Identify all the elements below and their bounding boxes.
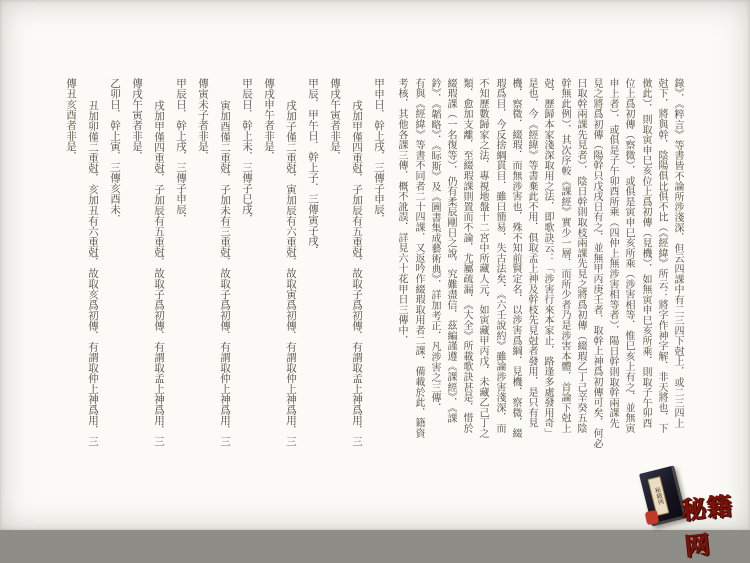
commentary-column: 有與《經緯》等書不同者二十四課．又返吟作綴瑕取用者二課．備載於此．籍資 [413,78,424,439]
commentary-column: 申上者）．或俱是子午卯酉所乘（四仲上無涉害相等者）．陽日幹則取幹兩課先 [607,78,618,429]
commentary-column: 不知歷數歸家之法．專視地盤十二宮中所藏人元．如寅藏甲丙戊．未藏乙己丁之 [477,78,488,439]
commentary-column: 傚此）．則取寅申巳亥位上爲初傳（見機）．如無寅申巳亥所乘．則取子午卯酉 [640,78,651,429]
commentary-column: 位上爲初傳（察微）．或俱是寅申巳亥所乘（涉害相等．惟巳亥上有之．並無寅 [623,78,634,434]
note-continuation-column: 傳寅未子者非是． [197,78,209,162]
note-column: 丑加卯僅二重尅．亥加丑有六重尅．故取亥爲初傳．有謂取仲上神爲用．三 [87,100,99,447]
note-column: 戌加甲僅四重尅．子加辰有五重尅．故取子爲初傳．有謂取孟上神爲用．三 [351,100,363,447]
entry-column: 乙卯日．幹上寅．三傳亥酉未． [109,78,121,225]
commentary-column: 瑕爲目．今反捨綱貫目．雖曰簡易．失古法矣．《六壬說約》雖論涉害淺深．而 [494,78,505,434]
commentary-column: 機．察微．綴瑕．而無涉害也．殊不知前賢定名．以涉害爲綱．見機．察微．綴 [510,78,521,439]
watermark-site-name: 秘籍网 [679,491,735,562]
note-column: 戌加子僅二重尅．寅加辰有六重尅．故取寅爲初傳．有謂取仲上神爲用．三 [285,100,297,447]
note-continuation-column: 傳丑亥酉者非是． [65,78,77,162]
entry-column: 甲申日．幹上戌．三傳子申辰． [373,78,385,225]
commentary-column: 尅下．將與幹．陰陽俱比俱不比（《經緯》所云：將字作神字解．非天將也．下 [656,78,667,434]
commentary-column: 錄》．《粹言》等書皆不論所涉淺深．但云四課中有二三四下尅上．或二三四上 [672,78,683,429]
commentary-column: 綴瑕課（一名復等）．仍有柔辰剛日之說．究難盡信．茲編謹遵《課經》．《課 [445,78,456,424]
entry-column: 甲辰日．幹上戌．三傳子申辰． [175,78,187,225]
entry-column: 甲辰日．幹上未．三傳子巳戌． [241,78,253,225]
note-continuation-column: 傳戌申午者非是． [263,78,275,162]
commentary-column: 是也．今《經緯》等書棄此不用．俱取孟上神及幹枝先見尅者發用．是只有見 [526,78,537,429]
commentary-column: 幹無此例）．其次序較《課經》實少一層．而所少者乃是涉害本體．首論下尅上 [559,78,570,434]
watermark-book-cover-label: 秘籍网 [647,476,669,516]
note-column: 寅加酉僅二重尅．子加未有三重尅．故取子爲初傳．有謂取仲上神爲用．三 [219,100,231,447]
note-column: 戌加甲僅四重尅．子加辰有五重尅．故取子爲初傳．有謂取孟上神爲用．三 [153,100,165,447]
note-continuation-column: 傳戌午寅者非是． [329,78,341,162]
watermark-seal-icon [645,510,659,525]
commentary-column: 鈐》．《韜略》．《眎斯》及《圖書集成藝術典》．詳加考正．凡涉害之三傳． [429,78,440,414]
commentary-column: 類．愈加支離．至綴瑕課則置而不論．尤屬疏漏．《大全》所載歌訣甚是．惜於 [461,78,472,434]
commentary-column: 考核．其他各課三傳．概不訛誤．詳見六十花甲日三傳中． [396,78,407,346]
commentary-column: 尅．歷歸本家淺深取用之法．即歌訣云：「涉害行來本家止．路逢多處發用奇」 [542,78,553,439]
commentary-column: 見之將爲初傳（陽幹只戊戌日有之．並無甲丙庚壬者．取幹上神爲初傳可矣．何必 [591,78,602,449]
entry-column: 甲辰．甲午日．幹上子．三傳寅子戌． [307,78,319,257]
note-continuation-column: 傳戌午寅者非是． [131,78,143,162]
commentary-column: 曰取幹兩課先見者）．陰日幹則取枝兩課先見之將爲初傳（綴瑕乙丁己辛癸五陰 [575,78,586,434]
